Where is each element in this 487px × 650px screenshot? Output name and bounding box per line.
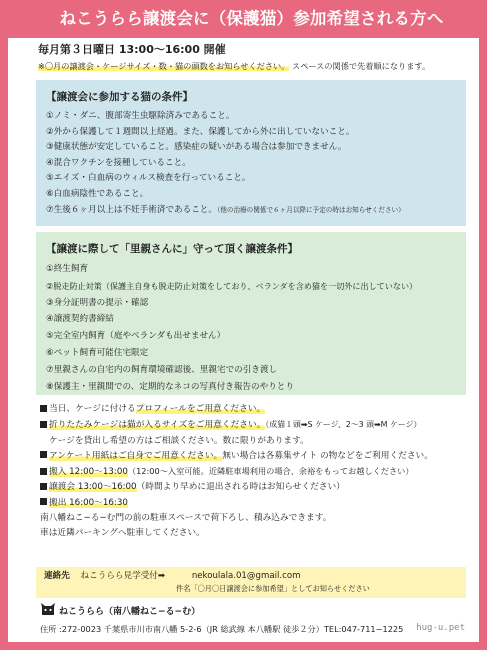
footer-address: 住所 :272-0023 千葉県市川市南八幡 5-2-6（JR 総武線 本八幡駅 徒歩２分）TEL:047-711−1225 <box>40 624 404 634</box>
adopter-condition-item: ⑦里親さんの自宅内の飼育環境確認後、里親宅での引き渡し <box>46 364 278 375</box>
info-load-out-time: 搬出 16:00〜16:30 <box>49 497 128 508</box>
info-cage-size-note: （成猫１頭➡S ケージ、2〜3 頭➡M ケージ） <box>265 420 422 430</box>
cat-condition-item: ⑥白血病陰性であること。 <box>46 188 149 199</box>
black-square-icon <box>40 421 47 428</box>
black-square-icon <box>40 405 47 412</box>
adopter-conditions-box <box>36 232 466 395</box>
contact-email[interactable]: nekoulala.01@gmail.com <box>191 571 301 581</box>
contact-row <box>44 570 458 582</box>
info-parking-line: 車は近隣パーキングへ駐車してください。 <box>40 528 205 539</box>
adopter-condition-item: ⑤完全室内飼育（庭やベランダも出せません） <box>46 331 226 342</box>
watermark: hug-u.pet <box>416 623 465 633</box>
cat-condition-item: ②外から保護して１週間以上経過。また、保護してから外に出していないこと。 <box>46 126 355 137</box>
info-survey-line <box>40 449 470 464</box>
info-event-time-note: （時間より早めに退出される時はお知らせください） <box>136 482 345 493</box>
info-event-time: 譲渡会 13:00〜16:00 <box>49 482 137 493</box>
info-survey-highlight: アンケート用紙はご自身でご用意ください。 <box>49 450 223 461</box>
cat-condition-item: ③健康状態が安定していること。感染症の疑いがある場合は参加できません。 <box>46 142 347 153</box>
cat-condition-item: ①ノミ・ダニ、腹部寄生虫駆除済みであること。 <box>46 111 235 121</box>
page-title: ねこうらら譲渡会に（保護猫）参加希望される方へ <box>8 0 487 38</box>
adopter-condition-item: ⑥ペット飼育可能住宅限定 <box>46 347 149 358</box>
cat-condition-item-7 <box>46 203 456 219</box>
adopter-conditions-title: 【譲渡に際して「里親さんに」守って頂く譲渡条件】 <box>46 243 298 255</box>
black-square-icon <box>40 451 47 458</box>
cat-condition-item-7-note: （他の治療の関係で６ヶ月以降に予定の時はお知らせください） <box>217 205 405 214</box>
notice-highlight: ※〇月の譲渡会・ケージサイズ・数・猫の頭数をお知らせください。 <box>38 61 290 71</box>
info-event-time-line <box>40 480 470 495</box>
black-square-icon <box>40 498 47 505</box>
info-cage-line <box>40 417 470 433</box>
cat-condition-item: ⑤エイズ・白血病のウィルス検査を行っていること。 <box>46 173 251 184</box>
black-square-icon <box>40 483 47 490</box>
adopter-condition-item: ②脱走防止対策（保護主自身も脱走防止対策をしており、ベランダを含め猫を一切外に出していない） <box>46 280 418 291</box>
info-profile-text: 当日、ケージに付ける <box>49 404 136 414</box>
cat-conditions-title: 【譲渡会に参加する猫の条件】 <box>46 91 193 103</box>
cat-condition-item-7-text: ⑦生後６ヶ月以上は不妊手術済であること。 <box>46 204 217 215</box>
adopter-condition-item: ④譲渡契約書締結 <box>46 314 114 325</box>
event-schedule: 毎月第３日曜日 13:00〜16:00 開催 <box>38 43 226 56</box>
black-square-icon <box>40 468 47 475</box>
contact-name: ねこうらら見学受付➡ <box>80 571 166 581</box>
info-survey-note: 無い場合は各募集サイト の物などをご利用ください。 <box>222 450 433 461</box>
adopter-condition-item: ③身分証明書の提示・確認 <box>46 297 149 308</box>
contact-label: 連絡先 <box>44 571 70 581</box>
contact-box <box>36 567 466 598</box>
info-load-in-note: （12:00〜入室可能。近隣駐車場利用の場合、余裕をもってお越しください） <box>127 466 414 477</box>
info-cage-rental-line: ケージを貸出し希望の方はご相談ください。数に限りがあります。 <box>49 435 309 446</box>
contact-subject-note: 件名「〇月〇日譲渡会に参加希望」としてお知らせください <box>176 584 370 593</box>
cat-condition-item: ④混合ワクチンを接種していること。 <box>46 157 191 168</box>
footer-org-name: ねこうらら（南八幡ねこ−る−む） <box>59 607 201 617</box>
cat-icon <box>40 603 56 616</box>
info-load-in-line <box>40 464 470 480</box>
info-load-in-time: 搬入 12:00〜13:00 <box>49 467 128 478</box>
notice-line <box>38 60 478 72</box>
event-info <box>40 402 470 542</box>
cat-conditions-box <box>36 80 466 226</box>
notice-rest: スペースの関係で先着順になります。 <box>292 61 431 71</box>
info-parking-unload-line: 南八幡ねこ−る−む門の前の駐車スペースで荷下ろし、積み込みできます。 <box>40 513 332 524</box>
adopter-condition-item: ⑧保護主・里親間での、定期的なネコの写真付き報告のやりとり <box>46 381 294 392</box>
adopter-condition-item: ①終生飼育 <box>46 264 89 274</box>
info-profile-line <box>40 402 470 417</box>
info-profile-highlight: プロフィールをご用意ください。 <box>135 404 266 414</box>
footer <box>40 603 470 639</box>
footer-org <box>40 603 470 619</box>
info-cage-highlight: 折りたたみケージは猫が入るサイズをご用意ください。 <box>49 420 266 431</box>
info-load-out-line <box>40 496 470 511</box>
